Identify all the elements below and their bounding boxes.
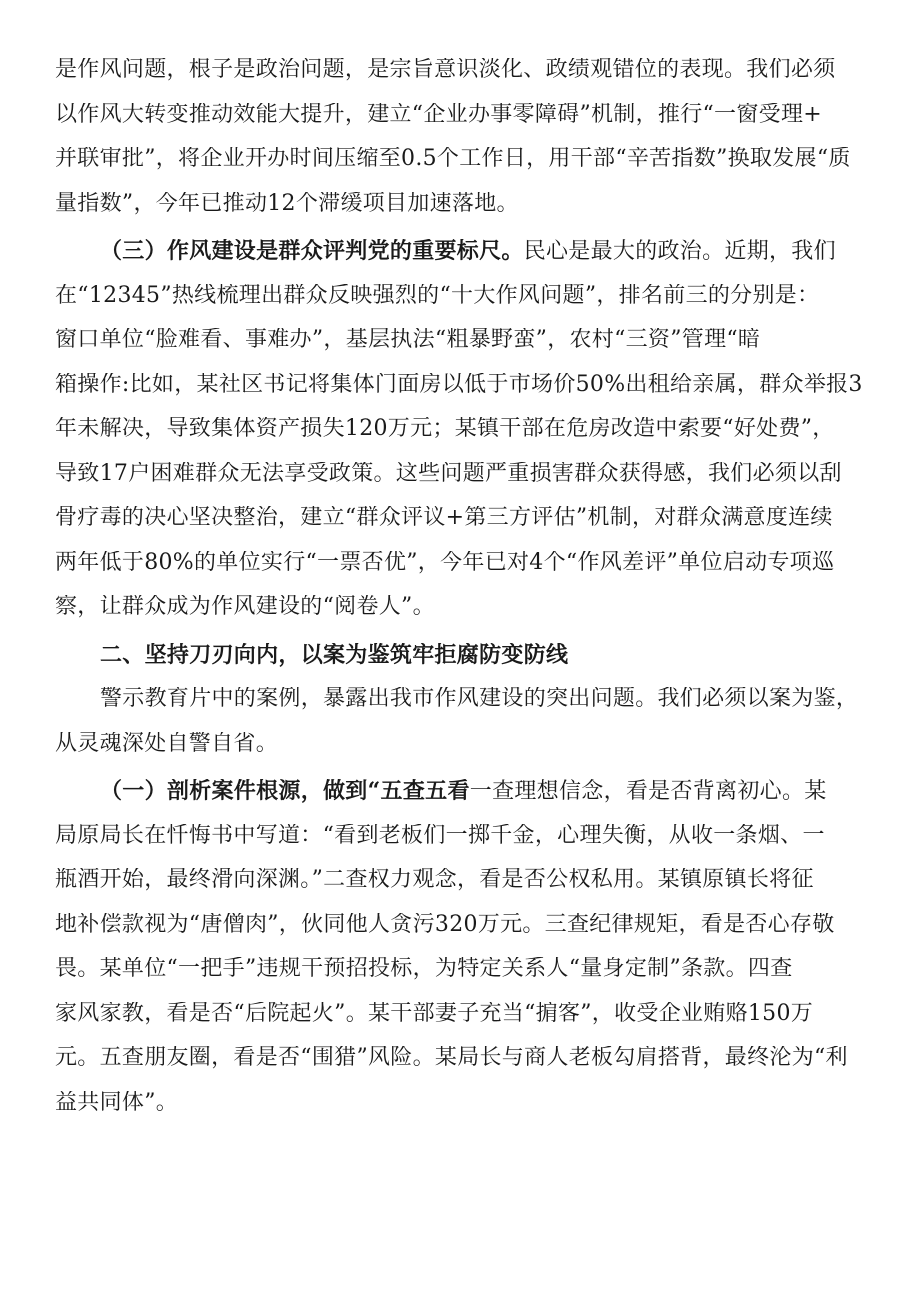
text-line: 察，让群众成为作风建设的“阅卷人”。 (55, 595, 435, 619)
text-line: 瓶酒开始，最终滑向深渊。”二查权力观念，看是否公权私用。某镇原镇长将征 (55, 868, 814, 892)
text-line: 年未解决，导致集体资产损失120万元；某镇干部在危房改造中索要“好处费”， (55, 417, 835, 441)
section-2-1-paragraph (55, 779, 873, 1115)
section-heading: （一）剖析案件根源，做到“五查五看 (100, 779, 470, 803)
paragraph-continuation (55, 58, 873, 216)
text-line: 是作风问题，根子是政治问题，是宗旨意识淡化、政绩观错位的表现。我们必须 (55, 58, 836, 82)
text-line: 局原局长在忏悔书中写道：“看到老板们一掷千金，心理失衡，从收一条烟、一 (55, 823, 825, 848)
text-line: 从灵魂深处自警自省。 (55, 731, 279, 756)
text-line: 并联审批”，将企业开办时间压缩至0.5个工作日，用干部“辛苦指数”换取发展“质 (55, 147, 851, 171)
text-line: 两年低于80%的单位实行“一票否优”，今年已对4个“作风差评”单位启动专项巡 (55, 550, 835, 575)
text-line (55, 239, 873, 263)
text-line: 益共同体”。 (55, 1090, 179, 1115)
text-span: 民心是最大的政治。近期，我们 (523, 239, 836, 263)
text-line: 畏。某单位“一把手”违规干预招投标，为特定关系人“量身定制”条款。四查 (55, 957, 793, 981)
text-line: 骨疗毒的决心坚决整治，建立“群众评议+第三方评估”机制，对群众满意度连续 (55, 506, 833, 530)
text-line: 警示教育片中的案例，暴露出我市作风建设的突出问题。我们必须以案为鉴， (100, 687, 859, 711)
text-line: 家风家教，看是否“后院起火”。某干部妻子充当“掮客”，收受企业贿赂150万 (55, 1001, 814, 1026)
text-line: 箱操作:比如，某社区书记将集体门面房以低于市场价50%出租给亲属，群众举报3 (55, 372, 863, 397)
text-line: 在“12345”热线梳理出群众反映强烈的“十大作风问题”，排名前三的分别是： (55, 283, 820, 308)
text-line: 以作风大转变推动效能大提升，建立“企业办事零障碍”机制，推行“一窗受理+ (55, 102, 822, 127)
text-line: 窗口单位“脸难看、事难办”，基层执法“粗暴野蛮”，农村“三资”管理“暗 (55, 328, 761, 352)
text-line: 量指数”，今年已推动12个滞缓项目加速落地。 (55, 191, 519, 216)
section-3-paragraph (55, 239, 873, 619)
part-2-intro (55, 687, 873, 756)
section-heading: （三）作风建设是群众评判党的重要标尺。 (100, 239, 524, 263)
text-span: 一查理想信念，看是否背离初心。某 (469, 779, 827, 803)
part-heading: 二、坚持刀刃向内，以案为鉴筑牢拒腐防变防线 (100, 642, 569, 667)
text-line: 元。五查朋友圈，看是否“围猎”风险。某局长与商人老板勾肩搭背，最终沦为“利 (55, 1046, 848, 1070)
document-page (55, 58, 873, 1135)
text-line: 导致17户困难群众无法享受政策。这些问题严重损害群众获得感，我们必须以刮 (55, 461, 842, 486)
text-line: 地补偿款视为“唐僧肉”，伙同他人贪污320万元。三查纪律规矩，看是否心存敬 (55, 912, 835, 937)
text-line (55, 779, 873, 803)
